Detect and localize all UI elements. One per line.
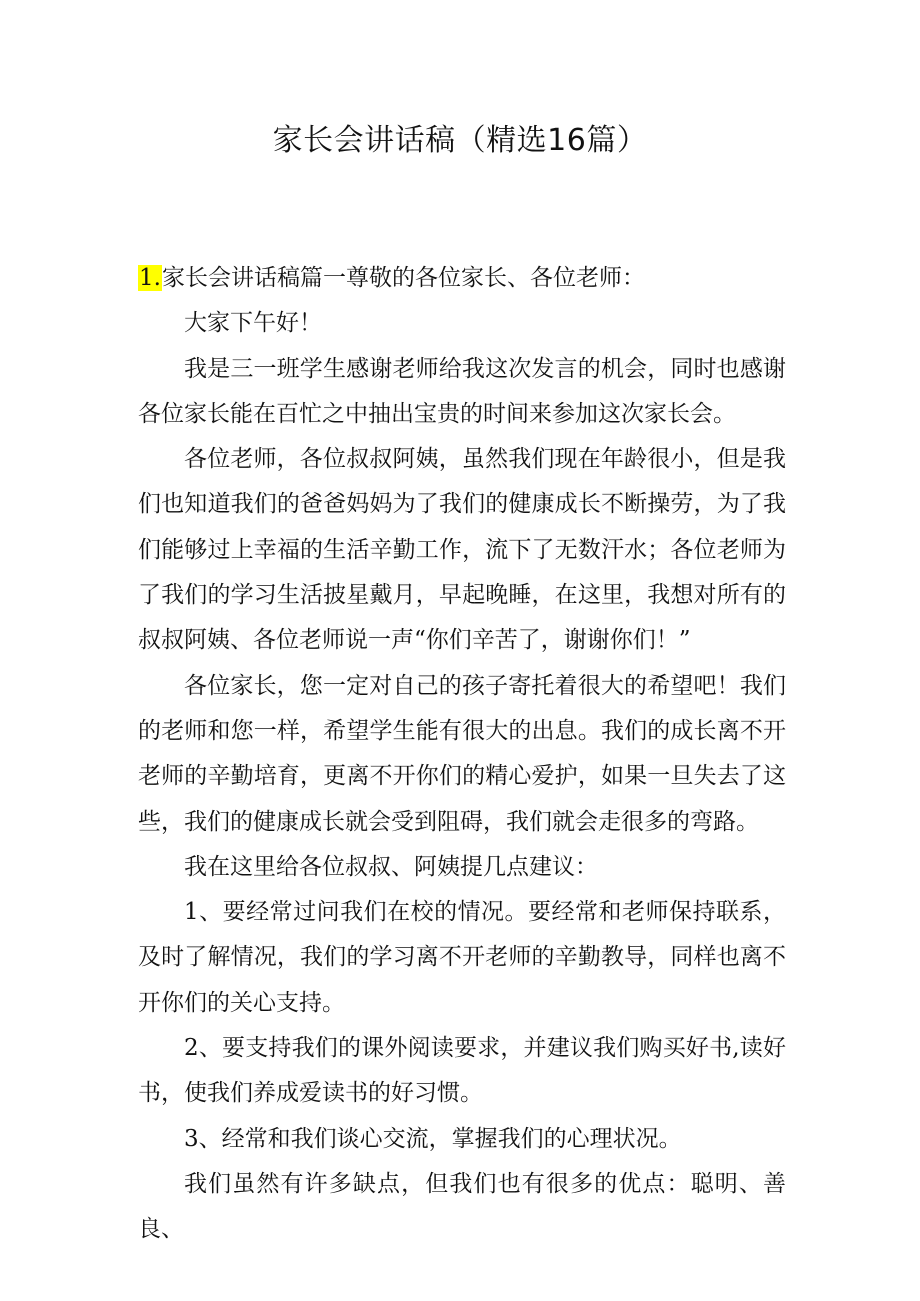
paragraph-text: 家长会讲话稿篇一尊敬的各位家长、各位老师：	[161, 265, 645, 291]
paragraph: 1、要经常过问我们在校的情况。要经常和老师保持联系，及时了解情况，我们的学习离不开老师的辛勤教导，同样也离不开你们的关心支持。	[138, 899, 786, 1016]
document-body	[138, 256, 786, 1253]
section-number-highlight: 1.	[139, 265, 161, 291]
paragraph: 我是三一班学生感谢老师给我这次发言的机会，同时也感谢各位家长能在百忙之中抽出宝贵的时间来参加这次家长会。	[138, 355, 786, 427]
document-title: 家长会讲话稿（精选16篇）	[272, 123, 648, 158]
paragraph: 大家下午好！	[184, 310, 322, 337]
paragraph: 我在这里给各位叔叔、阿姨提几点建议：	[184, 853, 598, 880]
paragraph: 各位家长，您一定对自己的孩子寄托着很大的希望吧！我们的老师和您一样，希望学生能有很大的出息。我们的成长离不开老师的辛勤培育，更离不开你们的精心爱护，如果一旦失去了这些，我们的健康成长就会受到阻碍，我们就会走很多的弯路。	[138, 672, 786, 835]
paragraph: 我们虽然有许多缺点，但我们也有很多的优点：聪明、善良、	[138, 1170, 786, 1243]
paragraph: 各位老师，各位叔叔阿姨，虽然我们现在年龄很小，但是我们也知道我们的爸爸妈妈为了我们的健康成长不断操劳，为了我们能够过上幸福的生活辛勤工作，流下了无数汗水；各位老师为了我们的学习生活披星戴月，早起晚睡，在这里，我想对所有的叔叔阿姨、各位老师说一声“你们辛苦了，谢谢你们！”	[138, 446, 786, 654]
paragraph-heading	[138, 256, 786, 301]
paragraph: 3、经常和我们谈心交流，掌握我们的心理状况。	[184, 1125, 682, 1152]
paragraph: 2、要支持我们的课外阅读要求，并建议我们购买好书,读好书，使我们养成爱读书的好习惯。	[138, 1035, 786, 1107]
